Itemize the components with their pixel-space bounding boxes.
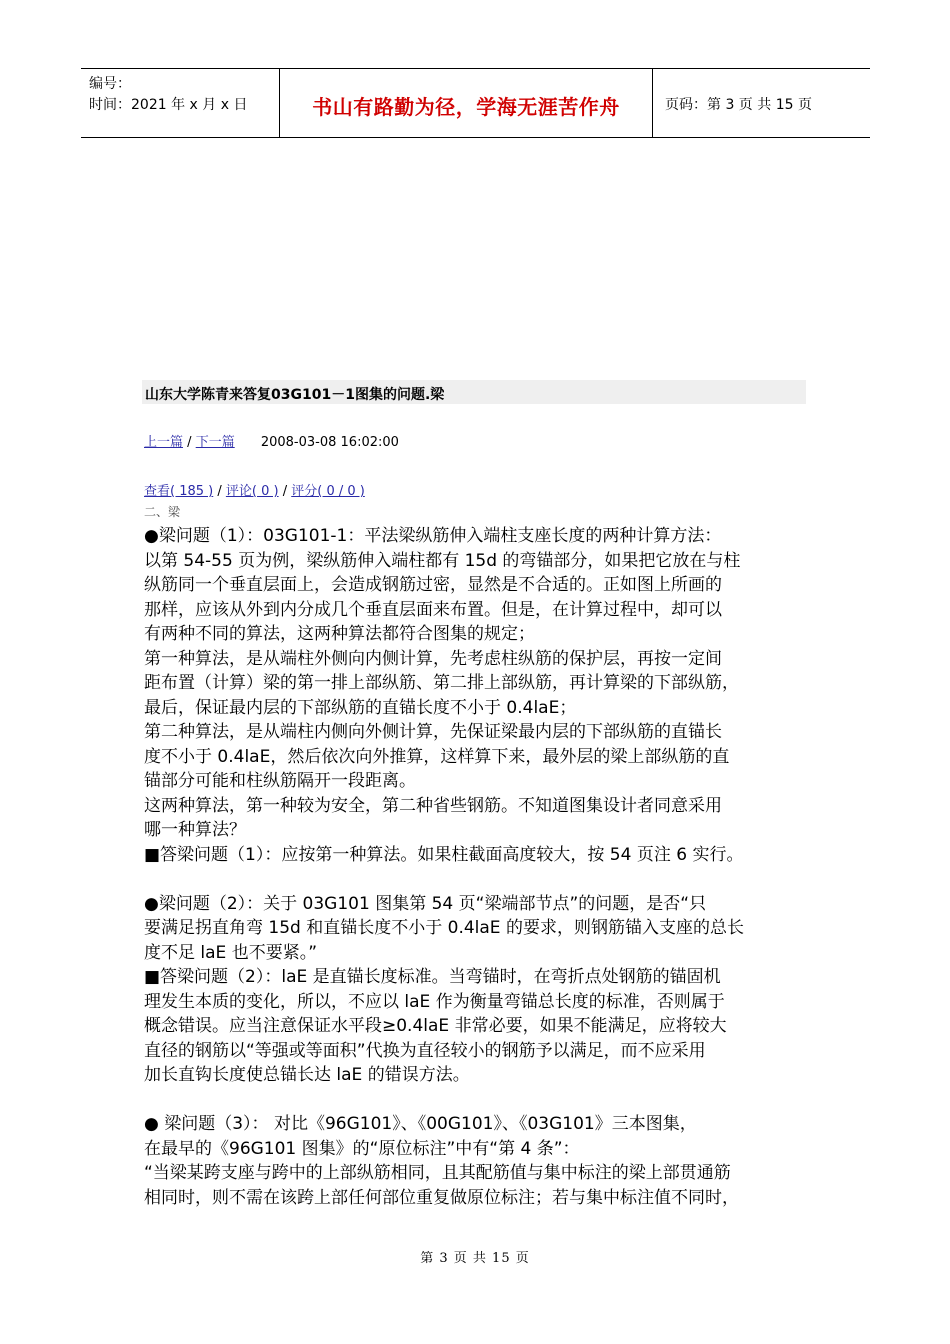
header-right-cell	[653, 69, 870, 137]
header-center-cell	[279, 69, 653, 137]
page-info: 页码：第 3 页 共 15 页	[665, 97, 812, 113]
article-body	[144, 524, 809, 1210]
body-line: 纵筋同一个垂直层面上，会造成钢筋过密，显然是不合适的。正如图上所画的	[144, 575, 722, 595]
blank-line	[144, 867, 809, 892]
body-line: 加长直钩长度使总锚长达 laE 的错误方法。	[144, 1065, 470, 1085]
body-line: 第二种算法，是从端柱内侧向外侧计算，先保证梁最内层的下部纵筋的直锚长	[144, 722, 722, 742]
article-title-bar	[142, 380, 806, 404]
body-line: 直径的钢筋以“等强或等面积”代换为直径较小的钢筋予以满足，而不应采用	[144, 1040, 706, 1061]
body-line: 要满足拐直角弯 15d 和直锚长度不小于 0.4laE 的要求，则钢筋锚入支座的总长	[144, 918, 744, 938]
body-line: ■答梁问题（2）：laE 是直锚长度标准。当弯锚时，在弯折点处钢筋的锚固机	[144, 967, 721, 987]
body-line: 那样，应该从外到内分成几个垂直层面来布置。但是，在计算过程中，却可以	[144, 599, 722, 620]
body-line: ●梁问题（1）：03G101-1：平法梁纵筋伸入端柱支座长度的两种计算方法：	[144, 526, 722, 546]
article-nav	[144, 431, 399, 450]
header-table	[81, 68, 870, 138]
body-line: 理发生本质的变化，所以，不应以 laE 作为衡量弯锚总长度的标准，否则属于	[144, 991, 725, 1012]
body-line: 最后，保证最内层的下部纵筋的直锚长度不小于 0.4laE；	[144, 697, 577, 718]
body-line: “当梁某跨支座与跨中的上部纵筋相同，且其配筋值与集中标注的梁上部贯通筋	[144, 1163, 731, 1183]
time-label: 时间：2021 年 x 月 x 日	[89, 97, 248, 113]
meta-separator: /	[217, 484, 226, 499]
article-datetime: 2008-03-08 16:02:00	[260, 435, 399, 450]
view-count-link[interactable]: 查看( 185 )	[144, 484, 214, 499]
body-line: 锚部分可能和柱纵筋隔开一段距离。	[144, 771, 416, 791]
blank-line	[144, 1088, 809, 1113]
body-line: 距布置（计算）梁的第一排上部纵筋、第二排上部纵筋，再计算梁的下部纵筋，	[144, 673, 739, 693]
body-line: 有两种不同的算法，这两种算法都符合图集的规定；	[144, 624, 535, 644]
motto: 书山有路勤为径，学海无涯苦作舟	[312, 95, 620, 119]
prev-article-link[interactable]: 上一篇	[144, 435, 184, 450]
nav-separator: /	[187, 435, 192, 450]
body-line: 哪一种算法？	[144, 820, 246, 840]
page-footer: 第 3 页 共 15 页	[420, 1251, 530, 1266]
body-line: 以第 54-55 页为例，梁纵筋伸入端柱都有 15d 的弯锚部分，如果把它放在与柱	[144, 550, 741, 571]
section-heading: 二、梁	[144, 505, 181, 519]
body-line: 度不足 laE 也不要紧。”	[144, 942, 317, 963]
body-line: ●梁问题（2）：关于 03G101 图集第 54 页“梁端部节点”的问题，是否“只	[144, 893, 707, 914]
next-article-link[interactable]: 下一篇	[195, 435, 235, 450]
body-line: 第一种算法，是从端柱外侧向内侧计算，先考虑柱纵筋的保护层，再按一定间	[144, 648, 722, 669]
body-line: 相同时，则不需在该跨上部任何部位重复做原位标注；若与集中标注值不同时，	[144, 1187, 739, 1208]
body-line: 度不小于 0.4laE，然后依次向外推算，这样算下来，最外层的梁上部纵筋的直	[144, 746, 730, 767]
body-line: ● 梁问题（3）： 对比《96G101》、《00G101》、《03G101》三本图集，	[144, 1114, 697, 1134]
article-title: 山东大学陈青来答复03G101－1图集的问题.梁	[145, 387, 445, 403]
body-line: 概念错误。应当注意保证水平段≥0.4laE 非常必要，如果不能满足，应将较大	[144, 1016, 727, 1036]
number-label: 编号：	[89, 76, 131, 92]
body-line: 在最早的《96G101 图集》的“原位标注”中有“第 4 条”：	[144, 1138, 580, 1159]
comment-count-link[interactable]: 评论( 0 )	[225, 484, 279, 499]
body-line: ■答梁问题（1）：应按第一种算法。如果柱截面高度较大，按 54 页注 6 实行。	[144, 844, 744, 865]
rating-link[interactable]: 评分( 0 / 0 )	[291, 484, 365, 499]
article-meta	[144, 480, 365, 499]
meta-separator: /	[282, 484, 292, 499]
header-left-cell	[81, 69, 279, 137]
body-line: 这两种算法，第一种较为安全，第二种省些钢筋。不知道图集设计者同意采用	[144, 795, 722, 816]
